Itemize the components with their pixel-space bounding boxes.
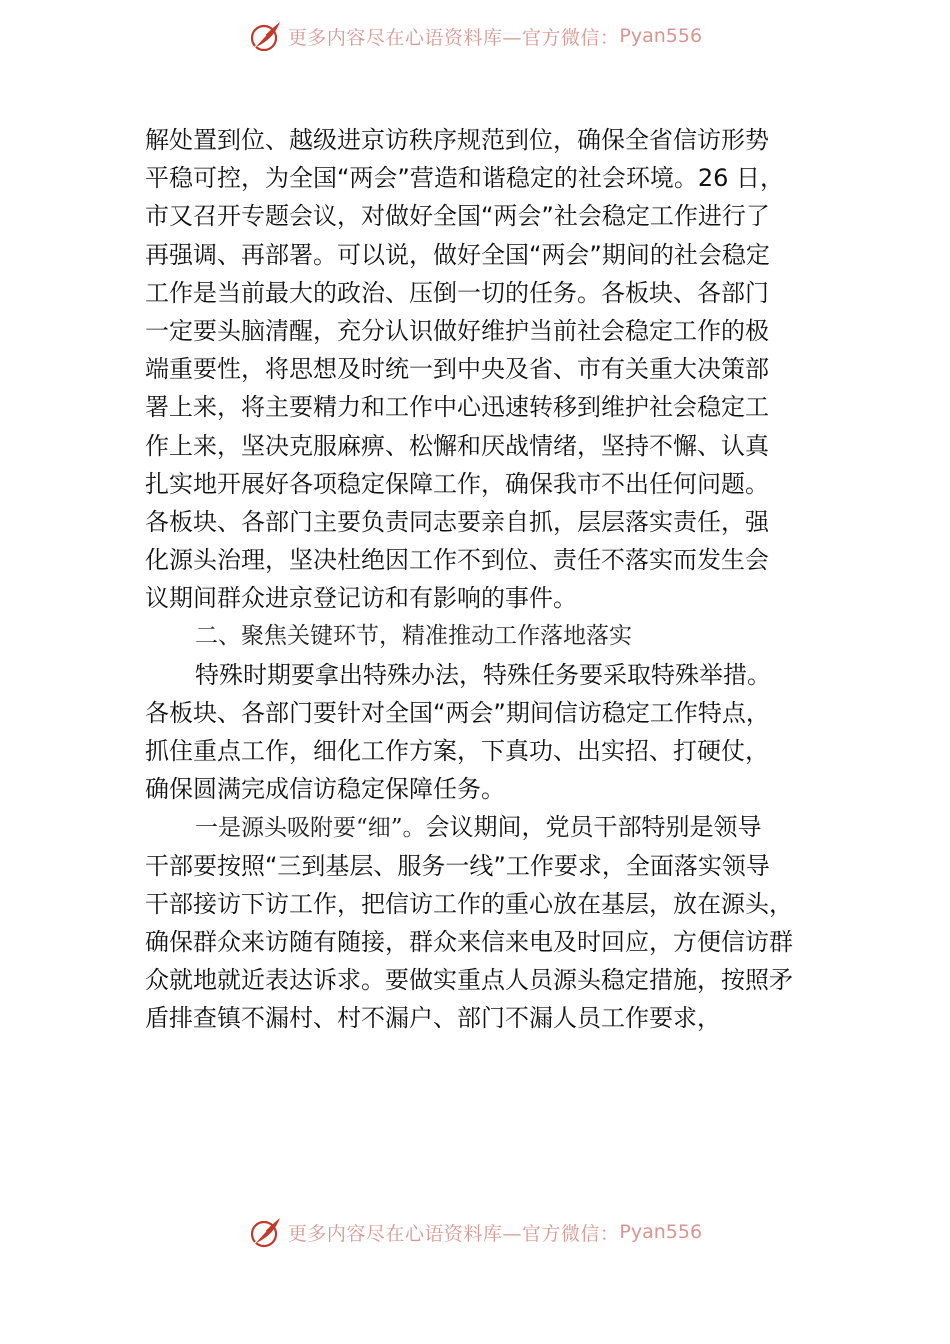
- body-line: 化源头治理，坚决杜绝因工作不到位、责任不落实而发生会: [145, 546, 769, 575]
- body-line: 干部要按照“三到基层、服务一线”工作要求，全面落实领导: [145, 851, 770, 880]
- body-line: 再强调、再部署。可以说，做好全国“两会”期间的社会稳定: [145, 240, 770, 269]
- body-line: 议期间群众进京登记访和有影响的事件。: [145, 584, 577, 613]
- header-banner-text: 更多内容尽在心语资料库—官方微信：: [287, 26, 620, 49]
- subheading-rest: 会议期间，党员干部特别是领导: [425, 813, 762, 842]
- body-line: 各板块、各部门要针对全国“两会”期间信访稳定工作特点，: [145, 698, 770, 727]
- body-line: 扎实地开展好各项稳定保障工作，确保我市不出任何问题。: [145, 469, 769, 498]
- body-line: 市又召开专题会议，对做好全国“两会”社会稳定工作进行了: [145, 202, 770, 231]
- subheading-lead: 一是源头吸附要“细”。: [195, 815, 426, 842]
- body-line: 干部接访下访工作，把信访工作的重心放在基层，放在源头，: [145, 889, 793, 918]
- body-line: 抓住重点工作，细化工作方案，下真功、出实招、打硬仗，: [145, 737, 769, 765]
- footer-banner-handle: Pyan556: [619, 1221, 703, 1243]
- body-line: 工作是当前最大的政治、压倒一切的任务。各板块、各部门: [145, 278, 769, 307]
- subheading-line: [145, 808, 815, 846]
- body-line: 署上来，将主要精力和工作中心迅速转移到维护社会稳定工: [145, 393, 769, 422]
- body-line: 一定要头脑清醒，充分认识做好维护当前社会稳定工作的极: [145, 316, 769, 345]
- body-line: 盾排查镇不漏村、村不漏户、部门不漏人员工作要求，: [145, 1004, 721, 1033]
- body-line: 解处置到位、越级进京访秩序规范到位，确保全省信访形势: [145, 126, 769, 154]
- section-heading: 二、聚焦关键环节，精准推动工作落地落实: [195, 623, 632, 650]
- body-line: 众就地就近表达诉求。要做实重点人员源头稳定措施，按照矛: [145, 966, 793, 995]
- body-line: 平稳可控，为全国“两会”营造和谐稳定的社会环境。26 日，: [145, 164, 785, 193]
- body-line: 端重要性，将思想及时统一到中央及省、市有关重大决策部: [145, 355, 769, 384]
- document-body: [145, 121, 815, 1038]
- footer-banner-text: 更多内容尽在心语资料库—官方微信：: [287, 1222, 620, 1245]
- footer-banner: [0, 1212, 950, 1252]
- quill-logo-icon: [248, 18, 284, 54]
- quill-logo-icon: [248, 1214, 284, 1250]
- body-line: 确保群众来访随有随接，群众来信来电及时回应，方便信访群: [145, 927, 793, 956]
- header-banner: [0, 16, 950, 56]
- body-line: 各板块、各部门主要负责同志要亲自抓，层层落实责任，强: [145, 507, 769, 536]
- body-line: 确保圆满完成信访稳定保障任务。: [145, 775, 505, 804]
- body-line: 特殊时期要拿出特殊办法，特殊任务要采取特殊举措。: [195, 660, 771, 689]
- header-banner-handle: Pyan556: [619, 25, 703, 47]
- body-line: 作上来，坚决克服麻痹、松懈和厌战情绪，坚持不懈、认真: [145, 431, 769, 460]
